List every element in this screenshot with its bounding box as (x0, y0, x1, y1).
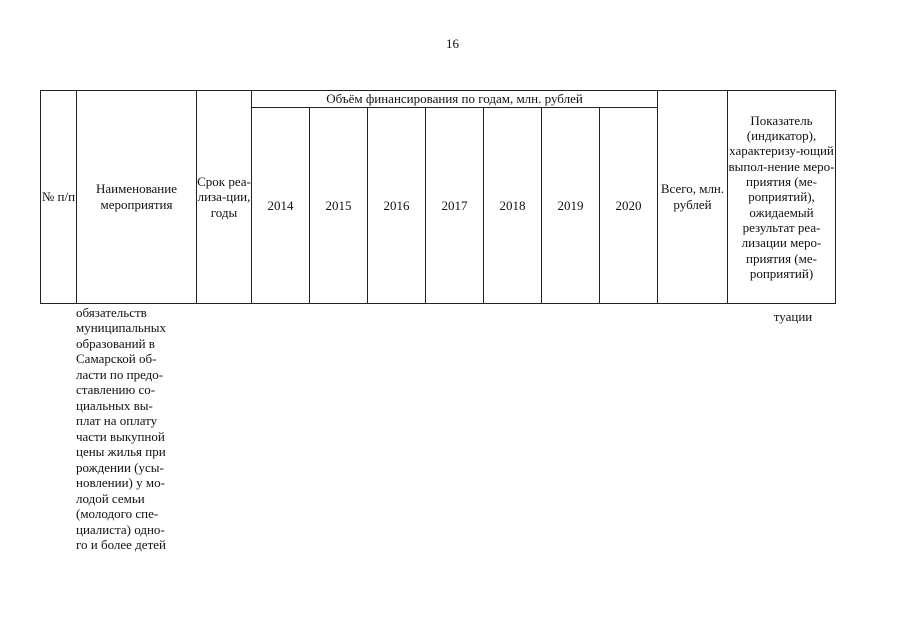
name-line: плат на оплату (76, 413, 158, 429)
header-year: 2020 (600, 108, 658, 304)
header-year: 2014 (252, 108, 310, 304)
header-year: 2016 (368, 108, 426, 304)
name-line: образований в (76, 335, 155, 351)
header-term: Срок реа-лиза-ции, годы (197, 91, 252, 304)
header-year: 2017 (426, 108, 484, 304)
continuation-name-cell (76, 305, 192, 553)
page-number: 16 (446, 36, 459, 51)
header-year: 2019 (542, 108, 600, 304)
header-total: Всего, млн. рублей (658, 91, 728, 304)
name-line: рождении (усы- (76, 459, 164, 475)
financing-table (40, 90, 836, 304)
header-financing: Объём финансирования по годам, млн. рублей (252, 91, 658, 108)
continuation-indicator: туации (773, 309, 813, 324)
name-line: ставлению со- (76, 382, 156, 398)
header-year: 2018 (484, 108, 542, 304)
name-line: лодой семьи (76, 490, 145, 506)
name-line: муниципальных (76, 320, 167, 336)
header-number: № п/п (41, 91, 77, 304)
name-line: Самарской об- (76, 351, 157, 367)
name-line: новлении) у мо- (76, 475, 165, 491)
header-indicator: Показатель (индикатор), характеризу-ющий выпол-нение меро-приятия (ме-роприятий), ожидаемый результат реа-лизации меро-приятия (ме-роприятий) (728, 91, 836, 304)
name-line: циальных вы- (76, 397, 153, 413)
name-line: цены жилья при (76, 444, 166, 460)
name-line: части выкупной (76, 428, 165, 444)
name-line: ласти по предо- (76, 366, 164, 382)
name-line: (молодого спе- (76, 506, 159, 522)
header-year: 2015 (310, 108, 368, 304)
name-line: циалиста) одно- (76, 521, 165, 537)
name-line: го и более детей (76, 537, 166, 553)
header-name: Наименование мероприятия (77, 91, 197, 304)
name-line: обязательств (76, 305, 147, 320)
